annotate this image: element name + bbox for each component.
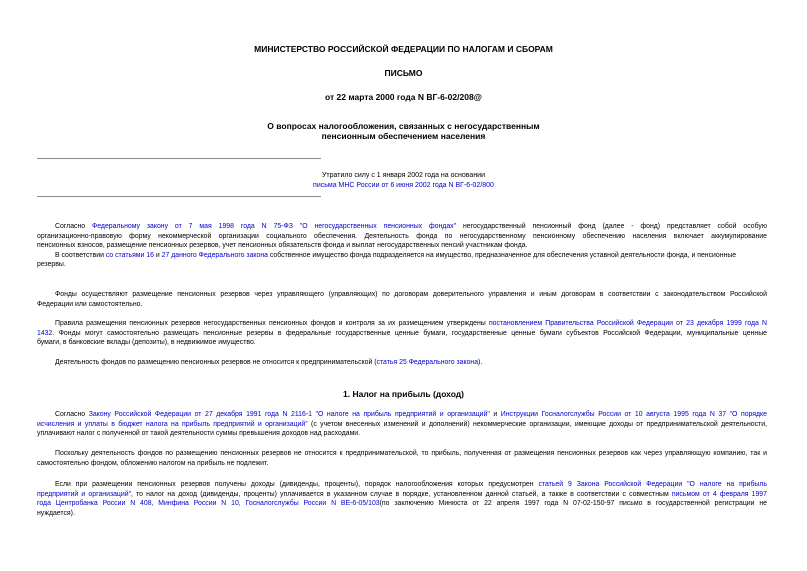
- text-run: Согласно: [55, 223, 93, 230]
- text-run: Если при размещении пенсионных резервов получены доходы (дивиденды, проценты), порядок налогообложения которых предусмотрен: [55, 481, 539, 488]
- paragraph: [37, 449, 767, 468]
- text-run: (с учетом внесенных изменений и дополнений) некоммерческие организации, имеющие доходы от предпринимательской деятельности,: [307, 420, 767, 428]
- text-run: собственное имущество фонда подразделяется на имущество, предназначенное для обеспечения уставной деятельности фонда, и пенсионные: [268, 251, 737, 259]
- document-link[interactable]: Закону Российской Федерации от 27 декабря 1991 года N 2116-1 "О налоге на прибыль предприятий и организаций": [88, 411, 490, 418]
- text-run: Федерации или самостоятельно.: [37, 300, 143, 308]
- text-run: организационно-правовую форму некоммерческой организации социального обеспечения. Деятельность фонда по негосударственному пенсионному обеспечению населения включает аккумулирование: [37, 232, 767, 240]
- text-run: и: [489, 411, 501, 418]
- text-run: резервы.: [37, 261, 66, 269]
- document-link[interactable]: со статьями 16: [105, 251, 154, 259]
- paragraph-line: [37, 222, 767, 232]
- paragraph-line: [37, 232, 767, 242]
- paragraph-line: [37, 459, 767, 469]
- document-link[interactable]: Федеральному закону от 7 мая 1998 года N 75-ФЗ "О негосударственных пенсионных фондах": [92, 223, 457, 230]
- text-run: (по заключению Минюста от 22 апреля 1997 года N 07-02-150-97 письмо в государственной регистрации не: [379, 500, 767, 508]
- doc-subject-line-2: пенсионным обеспечением населения: [321, 131, 486, 141]
- paragraph-line: [37, 509, 767, 519]
- document-link[interactable]: письмом от 4 февраля 1997: [671, 490, 767, 498]
- text-run: ).: [478, 359, 483, 366]
- paragraph: [37, 319, 767, 348]
- doc-type: ПИСЬМО: [384, 68, 423, 78]
- paragraph-line: [37, 329, 767, 339]
- paragraph-line: [37, 449, 767, 459]
- text-run: и: [153, 251, 162, 259]
- paragraph-line: [37, 338, 767, 348]
- paragraph-line: [37, 429, 767, 439]
- text-run: нуждается).: [37, 509, 75, 517]
- section-title: 1. Налог на прибыль (доход): [343, 389, 464, 399]
- document-link[interactable]: статьей 9 Закона Российской Федерации "О налоге на прибыль: [538, 481, 767, 488]
- text-run: Согласно: [55, 411, 89, 418]
- document-link[interactable]: предприятий и организаций": [37, 490, 132, 498]
- document-link[interactable]: 27 данного Федерального закона: [161, 251, 268, 259]
- paragraph-line: [37, 290, 767, 300]
- paragraph-line: [37, 319, 767, 329]
- text-run: Поскольку деятельность фондов по размещению пенсионных резервов не относится к предпринимательской, то прибыль, полученная от размещения пенсионных резервов как через управляющую компанию, так и: [55, 450, 767, 457]
- text-run: уплачивают налог с полученной от такой деятельности суммы превышения доходов над расходами.: [37, 430, 361, 438]
- document-link[interactable]: Инструкции Госналогслужбы России от 10 августа 1995 года N 37 "О порядке: [500, 411, 767, 418]
- text-run: Правила размещения пенсионных резервов негосударственных пенсионных фондов и контроля за их размещением утверждены: [55, 320, 489, 327]
- text-run: пенсионных взносов, размещение пенсионных резервов, учет пенсионных обязательств фонда и выплат негосударственных пенсий участникам фонда.: [37, 242, 528, 250]
- document-link[interactable]: исчисления и уплаты в бюджет налога на прибыль предприятий и организаций": [37, 420, 308, 428]
- text-run: В соответствии: [55, 251, 106, 259]
- paragraph: [37, 222, 767, 270]
- paragraph-line: [37, 251, 767, 261]
- document-link[interactable]: года Центробанка России N 408, Минфина России N 10, Госналогслужбы России N ВЕ-6-05/103: [37, 500, 380, 508]
- text-run: Фонды осуществляют размещение пенсионных резервов через управляющего (управляющих) по договорам доверительного управления и иным договорам в соответствии с законодательством Российской: [55, 291, 767, 298]
- separator-bottom: [37, 196, 321, 197]
- text-run: , то налог на доход (дивиденды, проценты) уплачивается в указанном случае в порядке, установленном данной статьей, а также в соответствии с совместным: [131, 490, 672, 498]
- text-run: Деятельность фондов по размещению пенсионных резервов не относится к предпринимательской (: [55, 359, 377, 366]
- document-link[interactable]: постановлением Правительства Российской Федерации от 23 декабря 1999 года N: [488, 320, 767, 327]
- doc-subject-line-1: О вопросах налогообложения, связанных с негосударственным: [267, 121, 540, 131]
- paragraph-line: [37, 410, 767, 420]
- doc-date-number: от 22 марта 2000 года N ВГ-6-02/208@: [325, 92, 482, 102]
- text-run: самостоятельно фондом, обложению налогом на прибыль не подлежит.: [37, 459, 269, 467]
- document-link[interactable]: статья 25 Федерального закона: [376, 359, 479, 366]
- text-run: бумаги, в банковские вклады (депозиты), в недвижимое имущество.: [37, 339, 256, 347]
- paragraph: [37, 290, 767, 309]
- validity-note: Утратило силу с 1 января 2002 года на основании: [321, 172, 486, 179]
- paragraph-line: [37, 358, 767, 368]
- paragraph-line: [37, 499, 767, 509]
- paragraph-line: [37, 480, 767, 490]
- ministry-title: МИНИСТЕРСТВО РОССИЙСКОЙ ФЕДЕРАЦИИ ПО НАЛОГАМ И СБОРАМ: [254, 44, 553, 54]
- text-run: . Фонды могут самостоятельно размещать пенсионные резервы в федеральные государственные ценные бумаги, государственные ценные бумаги субъектов Российской Федерации, муниципальные ценные: [52, 329, 767, 337]
- paragraph: [37, 410, 767, 439]
- paragraph-line: [37, 241, 767, 251]
- separator-top: [37, 158, 321, 159]
- paragraph: [37, 358, 767, 368]
- paragraph-line: [37, 260, 767, 270]
- paragraph-line: [37, 490, 767, 500]
- validity-note-link[interactable]: письма МНС России от 6 июня 2002 года N ВГ-6-02/800: [313, 182, 494, 189]
- text-run: негосударственный пенсионный фонд (далее - фонд) представляет собой особую: [456, 223, 767, 230]
- paragraph-line: [37, 420, 767, 430]
- document-link[interactable]: 1432: [37, 329, 53, 337]
- paragraph-line: [37, 300, 767, 310]
- paragraph: [37, 480, 767, 518]
